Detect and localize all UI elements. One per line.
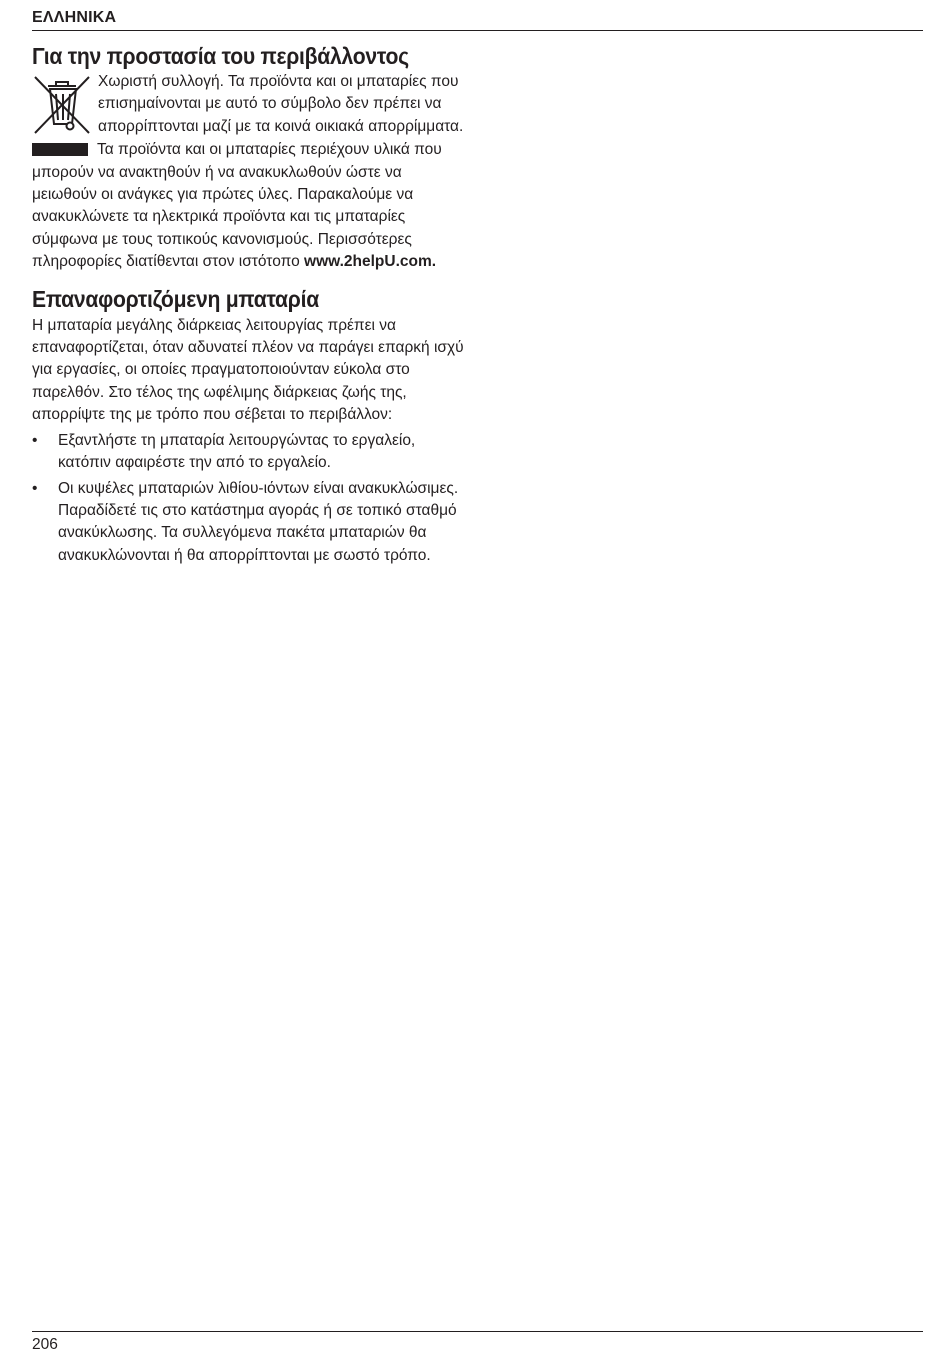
black-bar-icon xyxy=(32,143,88,156)
bullet-marker: • xyxy=(32,479,38,497)
language-header: ΕΛΛΗΝΙΚΑ xyxy=(32,9,117,26)
battery-intro-text: Η μπαταρία μεγάλης διάρκειας λειτουργίας πρέπει να επαναφορτίζεται, όταν αδυνατεί πλέον να παράγει επαρκή ισχύ για εργασίες, οι οποίες πραγματοποιούνταν εύκολα στο παρελθόν. Στο τέλος της ωφέλιμης διάρκειας ζωής της, απορρίψτε της με τρόπο που σέβεται το περιβάλλον: xyxy=(32,316,464,424)
content-column xyxy=(32,42,468,570)
separate-collection-text: Χωριστή συλλογή. Τα προϊόντα και οι μπαταρίες που επισημαίνονται με αυτό το σύμβολο δεν πρέπει να απορρίπτονται μαζί με τα κοινά οικιακά απορρίμματα. xyxy=(98,73,464,135)
section-title-environment: Για την προστασία του περιβάλλοντος xyxy=(32,43,409,69)
crossed-out-wheelie-bin-icon xyxy=(32,74,92,136)
page-number: 206 xyxy=(32,1336,58,1353)
section-title-rechargeable-battery: Επαναφορτιζόμενη μπαταρία xyxy=(32,285,319,312)
bullet-marker: • xyxy=(32,431,38,449)
list-item xyxy=(32,478,468,568)
website-link[interactable]: www.2helpU.com. xyxy=(304,253,437,271)
separate-collection-row xyxy=(32,71,468,138)
top-divider xyxy=(32,30,923,31)
list-item-text: Οι κυψέλες μπαταριών λιθίου-ιόντων είναι ανακυκλώσιμες. Παραδίδετέ τις στο κατάστημα αγοράς ή σε τοπικό σταθμό ανακύκλωσης. Τα συλλεγόμενα πακέτα μπαταριών θα ανακυκλώνονται ή θα απορρίπτονται με σωστό τρόπο. xyxy=(58,479,459,564)
battery-disposal-list xyxy=(32,430,468,567)
bottom-divider xyxy=(32,1331,923,1332)
list-item-text: Εξαντλήστε τη μπαταρία λειτουργώντας το εργαλείο, κατόπιν αφαιρέστε την από το εργαλείο. xyxy=(58,431,416,472)
list-item xyxy=(32,430,468,475)
recycle-paragraph xyxy=(32,139,468,273)
recycle-text: Τα προϊόντα και οι μπαταρίες περιέχουν υλικά που μπορούν να ανακτηθούν ή να ανακυκλωθούν ώστε να μειωθούν οι ανάγκες για πρώτες ύλες. Παρακαλούμε να ανακυκλώνετε τα ηλεκτρικά προϊόντα και τις μπαταρίες σύμφωνα με τους τοπικούς κανονισμούς. Περισσότερες πληροφορίες διατίθενται στον ιστότοπο xyxy=(32,141,442,271)
